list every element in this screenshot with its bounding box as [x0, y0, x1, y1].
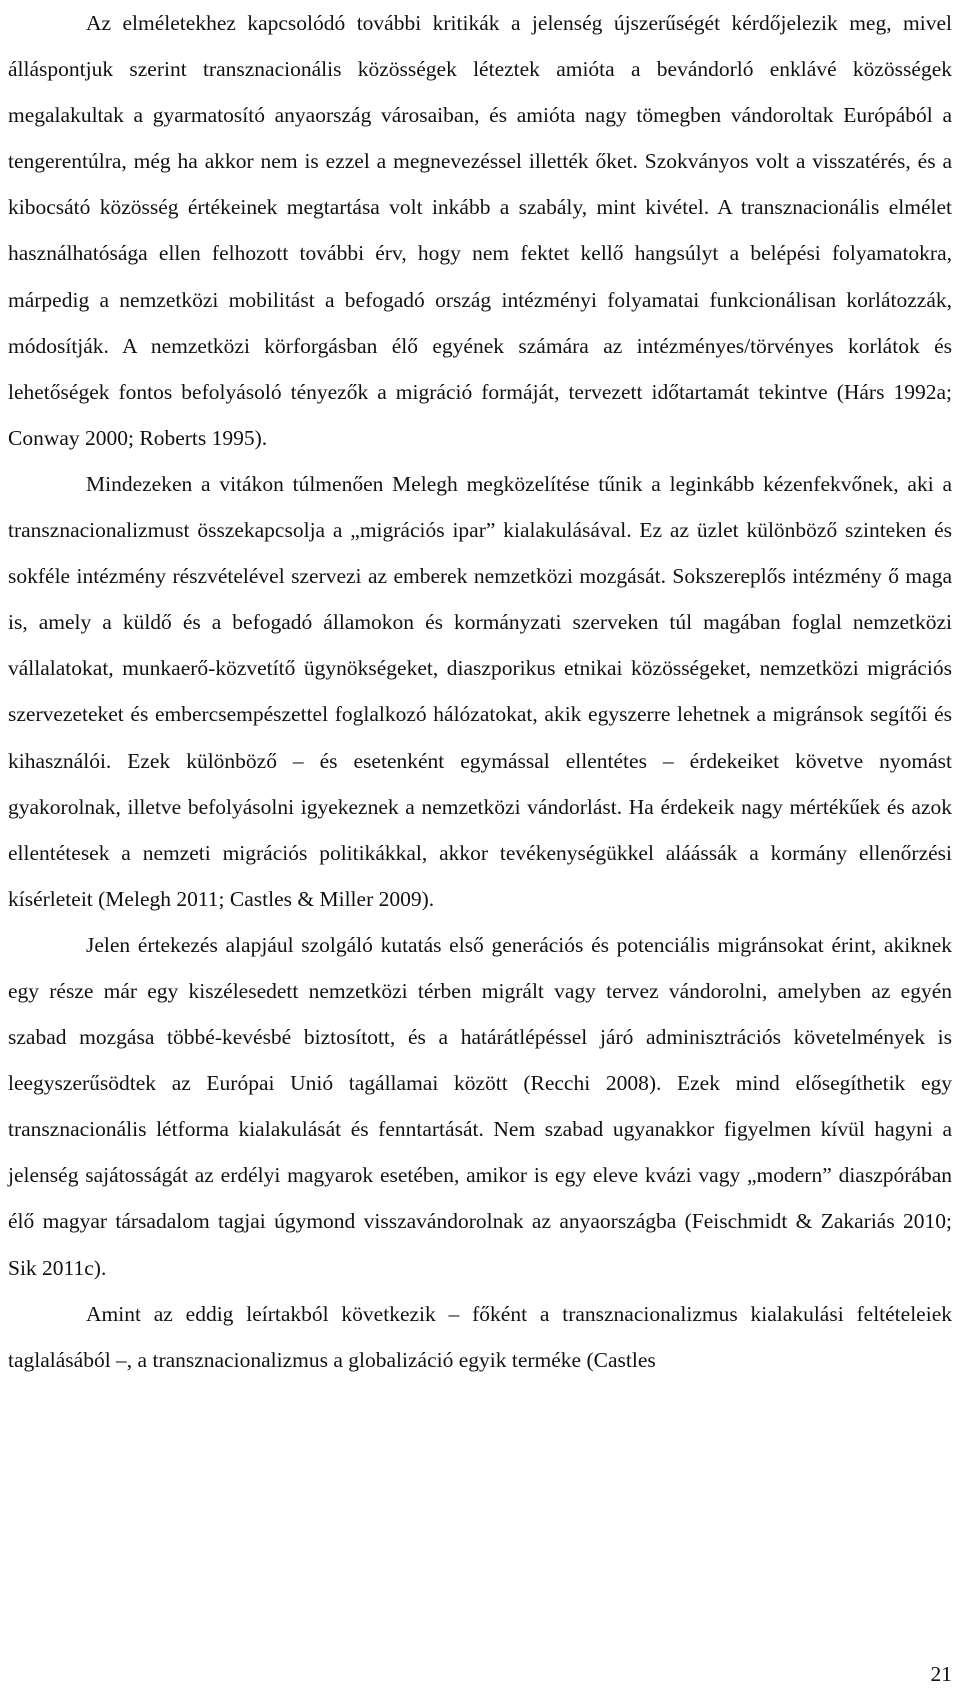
- paragraph-1: Az elméletekhez kapcsolódó további kritikák a jelenség újszerűségét kérdőjelezik meg, mivel álláspontjuk szerint transznacionális közösségek léteztek amióta a bevándorló enklávé közösségek megalakultak a gyarmatosító anyaország városaiban, és amióta nagy tömegben vándoroltak Európából a tengerentúlra, még ha akkor nem is ezzel a megnevezéssel illették őket. Szokványos volt a visszatérés, és a kibocsátó közösség értékeinek megtartása volt inkább a szabály, mint kivétel. A transznacionális elmélet használhatósága ellen felhozott további érv, hogy nem fektet kellő hangsúlyt a belépési folyamatokra, márpedig a nemzetközi mobilitást a befogadó ország intézményi folyamatai funkcionálisan korlátozzák, módosítják. A nemzetközi körforgásban élő egyének számára az intézményes/törvényes korlátok és lehetőségek fontos befolyásoló tényezők a migráció formáját, tervezett időtartamát tekintve (Hárs 1992a; Conway 2000; Roberts 1995).: [8, 11, 952, 450]
- paragraph-2: Mindezeken a vitákon túlmenően Melegh megközelítése tűnik a leginkább kézenfekvőnek, aki a transznacionalizmust összekapcsolja a „migrációs ipar” kialakulásával. Ez az üzlet különböző szinteken és sokféle intézmény részvételével szervezi az emberek nemzetközi mozgását. Sokszereplős intézmény ő maga is, amely a küldő és a befogadó államokon és kormányzati szerveken túl magában foglal nemzetközi vállalatokat, munkaerő-közvetítő ügynökségeket, diaszporikus etnikai közösségeket, nemzetközi migrációs szervezeteket és embercsempészettel foglalkozó hálózatokat, akik egyszerre lehetnek a migránsok segítői és kihasználói. Ezek különböző – és esetenként egymással ellentétes – érdekeiket követve nyomást gyakorolnak, illetve befolyásolni igyekeznek a nemzetközi vándorlást. Ha érdekeik nagy mértékűek és azok ellentétesek a nemzeti migrációs politikákkal, akkor tevékenységükkel aláássák a kormány ellenőrzési kísérleteit (Melegh 2011; Castles & Miller 2009).: [8, 471, 952, 911]
- document-body: [8, 0, 952, 1383]
- paragraph-4: Amint az eddig leírtakból következik – főként a transznacionalizmus kialakulási feltételeiek taglalásából –, a transznacionalizmus a globalizáció egyik terméke (Castles: [8, 1301, 952, 1372]
- page-number: 21: [930, 1662, 952, 1686]
- paragraph-3: Jelen értekezés alapjául szolgáló kutatás első generációs és potenciális migránsokat érint, akiknek egy része már egy kiszélesedett nemzetközi térben migrált vagy tervez vándorolni, amelyben az egyén szabad mozgása többé-kevésbé biztosított, és a határátlépéssel járó adminisztrációs követelmények is leegyszerűsödtek az Európai Unió tagállamai között (Recchi 2008). Ezek mind elősegíthetik egy transznacionális létforma kialakulását és fenntartását. Nem szabad ugyanakkor figyelmen kívül hagyni a jelenség sajátosságát az erdélyi magyarok esetében, amikor is egy eleve kvázi vagy „modern” diaszpórában élő magyar társadalom tagjai úgymond visszavándorolnak az anyaországba (Feischmidt & Zakariás 2010; Sik 2011c).: [8, 932, 952, 1280]
